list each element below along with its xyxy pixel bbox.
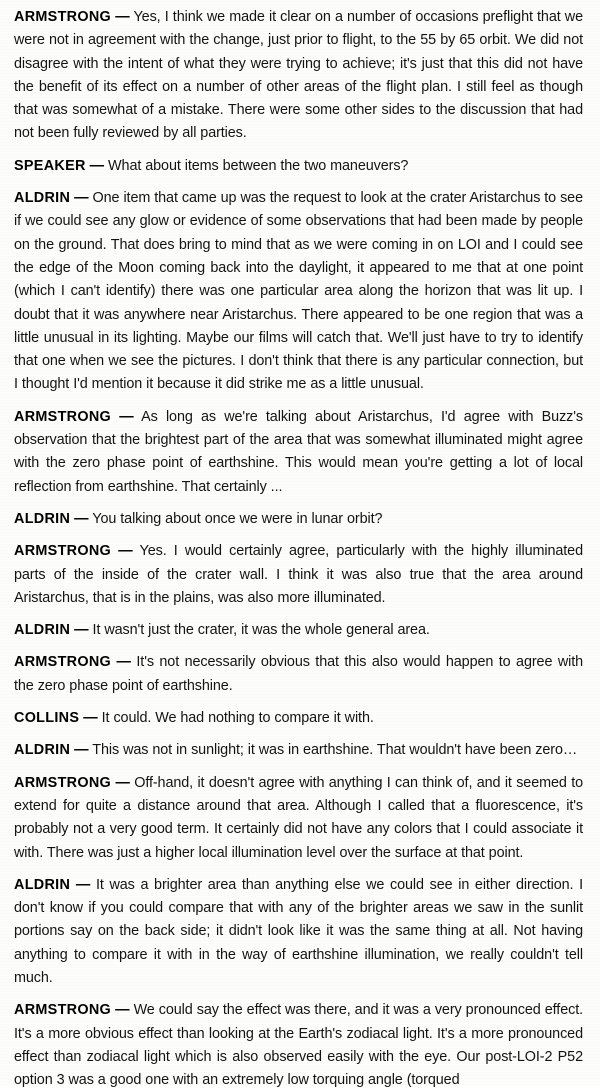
speaker-label: ALDRIN bbox=[14, 510, 71, 527]
utterance-text: It was a brighter area than anything else we could see in either direction. I don't know if you could compare that with any of the brighter areas we saw in the sunlit portions say on the back side; it didn't look like it was the same thing at all. Not having anything to compare it with in the way of earthshine illumination, we really couldn't tell much. bbox=[14, 876, 584, 986]
utterance-text: One item that came up was the request to look at the crater Aristarchus to see if we could see any glow or evidence of some observations that had been made by people on the ground. That does bring to mind that as we were coming in on LOI and I could see the edge of the Moon coming back into the daylight, it appeared to me that at one point (which I can't identify) there was one particular area along the horizon that was lit up. I doubt that it was anywhere near Aristarchus. There appeared to be one region that was a little unusual in its lighting. Maybe our films will catch that. We'll just have to try to identify that one when we see the pictures. I don't think that there is any particular connection, but I thought I'd mention it because it did strike me as a little unusual. bbox=[14, 190, 583, 393]
speaker-label: ARMSTRONG bbox=[14, 774, 112, 791]
speaker-dash: — bbox=[116, 654, 131, 671]
transcript-paragraph bbox=[14, 6, 583, 146]
speaker-label: COLLINS bbox=[14, 710, 80, 727]
speaker-label: ARMSTRONG bbox=[14, 408, 112, 425]
speaker-dash: — bbox=[74, 742, 89, 759]
speaker-dash: — bbox=[115, 1002, 130, 1019]
speaker-dash: — bbox=[118, 543, 133, 560]
speaker-dash: — bbox=[89, 157, 105, 174]
speaker-dash: — bbox=[75, 876, 91, 893]
transcript-paragraph bbox=[14, 406, 583, 499]
utterance-text: It wasn't just the crater, it was the whole general area. bbox=[88, 622, 430, 639]
utterance-text: Yes, I think we made it clear on a number of occasions preflight that we were not in agreement with the change, just prior to flight, to the 55 by 65 orbit. We did not disagree with the intent of what they were trying to achieve; it's just that this did not have the benefit of its effect on a number of other areas of the flight plan. I still feel as though that was somewhat of a mistake. There were some other sides to the discussion that had not been fully reviewed by all parties. bbox=[14, 9, 583, 142]
transcript-paragraph bbox=[14, 540, 583, 610]
speaker-dash: — bbox=[74, 190, 89, 207]
transcript-body bbox=[14, 6, 583, 1092]
speaker-label: ARMSTRONG bbox=[14, 1002, 112, 1019]
utterance-text: It's not necessarily obvious that this also would happen to agree with the zero phase point of earthshine. bbox=[14, 654, 584, 694]
speaker-label: ALDRIN bbox=[14, 190, 71, 207]
speaker-dash: — bbox=[83, 710, 98, 727]
transcript-paragraph bbox=[14, 739, 583, 762]
utterance-text: You talking about once we were in lunar orbit? bbox=[88, 510, 383, 527]
speaker-label: ARMSTRONG bbox=[14, 543, 112, 560]
utterance-text: We could say the effect was there, and it was a very pronounced effect. It's a more obvious effect than looking at the Earth's zodiacal light. It's a more pronounced effect than zodiacal light which is also observed easily with the eye. Our post-LOI-2 P52 option 3 was a good one with an extremely low torquing angle (torqued bbox=[14, 1002, 583, 1089]
speaker-label: ALDRIN bbox=[14, 742, 71, 759]
utterance-text: What about items between the two maneuvers? bbox=[104, 157, 409, 174]
transcript-paragraph bbox=[14, 155, 583, 178]
utterance-text: As long as we're talking about Aristarchus, I'd agree with Buzz's observation that the brightest part of the area that was somewhat illuminated might agree with the zero phase point of earthshine. This would mean you're getting a lot of local reflection from earthshine. That certainly ... bbox=[14, 408, 584, 495]
speaker-label: SPEAKER bbox=[14, 157, 86, 174]
transcript-paragraph bbox=[14, 999, 583, 1092]
utterance-text: It could. We had nothing to compare it with. bbox=[97, 710, 374, 727]
speaker-dash: — bbox=[74, 622, 89, 639]
speaker-label: ARMSTRONG bbox=[14, 654, 112, 671]
speaker-dash: — bbox=[119, 408, 134, 425]
utterance-text: Yes. I would certainly agree, particularly with the highly illuminated parts of the inside of the crater wall. I think it was also true that the area around Aristarchus, that is in the plains, was also more illuminated. bbox=[14, 543, 583, 606]
transcript-paragraph bbox=[14, 187, 583, 397]
speaker-dash: — bbox=[74, 510, 89, 527]
transcript-paragraph bbox=[14, 508, 583, 531]
speaker-dash: — bbox=[115, 774, 130, 791]
transcript-paragraph bbox=[14, 874, 583, 990]
speaker-label: ARMSTRONG bbox=[14, 9, 112, 25]
speaker-label: ALDRIN bbox=[14, 876, 71, 893]
speaker-dash: — bbox=[115, 9, 130, 25]
transcript-paragraph bbox=[14, 651, 583, 698]
transcript-paragraph bbox=[14, 772, 583, 865]
utterance-text: Off-hand, it doesn't agree with anything I can think of, and it seemed to extend for quite a distance around that area. Although I called that a fluorescence, it's probably not a very good term. It certainly did not have any colors that I could associate it with. There was just a higher local illumination level over the surface at that point. bbox=[14, 774, 584, 861]
utterance-text: This was not in sunlight; it was in earthshine. That wouldn't have been zero… bbox=[88, 742, 578, 759]
speaker-label: ALDRIN bbox=[14, 622, 71, 639]
transcript-paragraph bbox=[14, 707, 583, 730]
transcript-paragraph bbox=[14, 619, 583, 642]
